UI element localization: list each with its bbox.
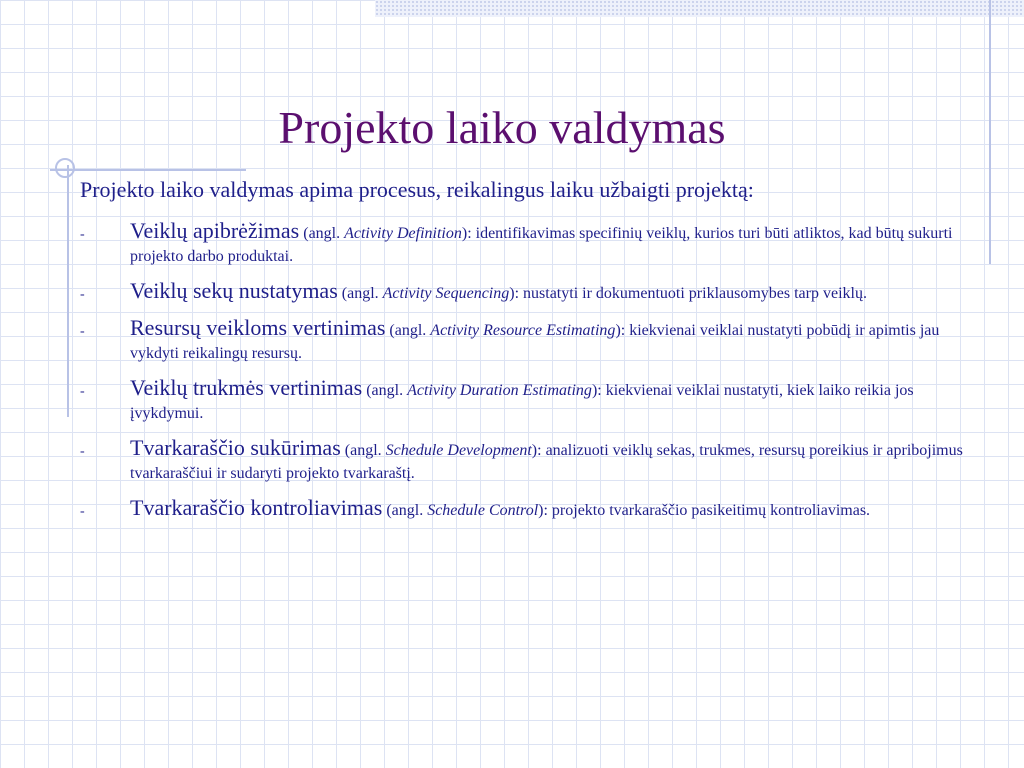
- item-angl: (angl.: [299, 225, 345, 242]
- item-description: ): kiekvienai veiklai nustatyti pobūdį ir apimtis jau vykdyti reikalingų resursų.: [130, 322, 940, 362]
- item-angl: (angl.: [385, 322, 431, 339]
- item-description: ): projekto tvarkaraščio pasikeitimų kontroliavimas.: [538, 502, 871, 519]
- item-description: ): analizuoti veiklų sekas, trukmes, resursų poreikius ir apribojimus tvarkaraščiui ir sudaryti projekto tvarkaraštį.: [130, 442, 963, 482]
- bullet-dash: -: [80, 384, 85, 399]
- item-title: Tvarkaraščio kontroliavimas: [130, 495, 383, 520]
- item-angl: (angl.: [340, 442, 386, 459]
- item-description: ): kiekvienai veiklai nustatyti, kiek laiko reikia jos įvykdymui.: [130, 382, 914, 422]
- item-angl: (angl.: [362, 382, 408, 399]
- process-list: [80, 218, 980, 532]
- bullet-dash: -: [80, 504, 85, 519]
- item-title: Veiklų trukmės vertinimas: [130, 375, 363, 400]
- item-term: Schedule Control: [427, 502, 539, 519]
- bullet-dash: -: [80, 287, 85, 302]
- item-title: Veiklų sekų nustatymas: [130, 278, 338, 303]
- item-term: Schedule Development: [385, 442, 532, 459]
- left-decorative-line: [67, 165, 69, 417]
- circle-decoration: [55, 158, 75, 178]
- list-item: [80, 278, 980, 305]
- list-item: [80, 495, 980, 522]
- item-term: Activity Resource Estimating: [430, 322, 616, 339]
- list-item: [80, 375, 980, 425]
- item-title: Veiklų apibrėžimas: [130, 218, 300, 243]
- bullet-dash: -: [80, 324, 85, 339]
- item-term: Activity Sequencing: [382, 285, 510, 302]
- item-title: Resursų veikloms vertinimas: [130, 315, 386, 340]
- slide-title: Projekto laiko valdymas: [278, 102, 726, 153]
- item-term: Activity Duration Estimating: [407, 382, 592, 399]
- list-item: [80, 315, 980, 365]
- intro-text: Projekto laiko valdymas apima procesus, reikalingus laiku užbaigti projektą:: [80, 177, 754, 202]
- item-description: ): identifikavimas specifinių veiklų, kurios turi būti atliktos, kad būtų sukurti projekto darbo produktai.: [130, 225, 953, 265]
- item-title: Tvarkaraščio sukūrimas: [130, 435, 341, 460]
- item-description: ): nustatyti ir dokumentuoti priklausomybes tarp veiklų.: [509, 285, 867, 302]
- bullet-dash: -: [80, 444, 85, 459]
- top-decorative-band: [375, 0, 1024, 17]
- item-angl: (angl.: [382, 502, 428, 519]
- title-underline-decoration: [50, 169, 246, 171]
- list-item: [80, 435, 980, 485]
- bullet-dash: -: [80, 227, 85, 242]
- item-angl: (angl.: [337, 285, 383, 302]
- list-item: [80, 218, 980, 268]
- item-term: Activity Definition: [344, 225, 462, 242]
